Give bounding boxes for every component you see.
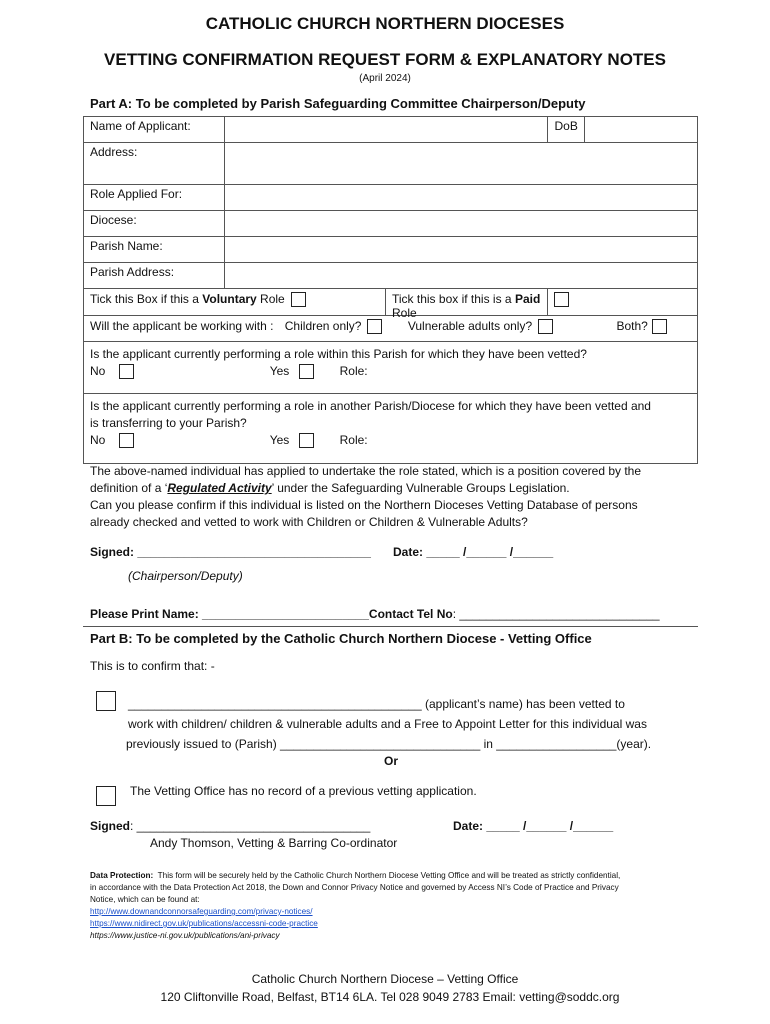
contact-tel-label: Contact Tel No	[368, 607, 453, 621]
vulnerable-only-label: Vulnerable adults only?	[407, 319, 533, 333]
date-line-a[interactable]: Date: _____ /______ /______	[393, 545, 554, 559]
voluntary-checkbox[interactable]	[291, 292, 306, 307]
statement-line-3: Can you please confirm if this individual is listed on the Northern Dioceses Vetting Database of persons	[90, 498, 638, 512]
date-line-b[interactable]: Date: _____ /______ /______	[453, 819, 614, 833]
name-field[interactable]	[225, 117, 548, 143]
ani-privacy-link[interactable]: https://www.justice-ni.gov.uk/publications/ani-privacy	[90, 931, 280, 940]
q2-no-checkbox[interactable]	[119, 433, 134, 448]
regulated-activity-term: Regulated Activity	[167, 481, 272, 495]
signatory-name: Andy Thomson, Vetting & Barring Co-ordinator	[150, 836, 398, 850]
option-2-checkbox[interactable]	[96, 786, 116, 806]
statement-paragraph	[90, 463, 710, 531]
footer-line-1: Catholic Church Northern Diocese – Vetting Office	[251, 972, 519, 986]
accessni-code-link[interactable]: https://www.nidirect.gov.uk/publications/accessni-code-practice	[90, 919, 318, 928]
statement-line-1: The above-named individual has applied to undertake the role stated, which is a position covered by the	[90, 464, 642, 478]
parish-name-field[interactable]	[225, 237, 698, 263]
footer-line-2: 120 Cliftonville Road, Belfast, BT14 6LA. Tel 028 9049 2783 Email: vetting@soddc.org	[160, 990, 620, 1004]
q1-no-label: No	[90, 364, 106, 378]
title-line-2: VETTING CONFIRMATION REQUEST FORM & EXPLANATORY NOTES	[104, 50, 666, 69]
question-2-line-2: is transferring to your Parish?	[90, 416, 247, 430]
part-a-table	[83, 116, 698, 464]
q1-yes-checkbox[interactable]	[299, 364, 314, 379]
question-1-text: Is the applicant currently performing a role within this Parish for which they have been vetted?	[90, 347, 587, 361]
voluntary-bold: Voluntary	[202, 292, 257, 306]
paid-text: Tick this box if this is a	[392, 292, 515, 306]
data-protection-line-1: This form will be securely held by the Catholic Church Northern Diocese Vetting Office and will be treated as strictly confidential,	[157, 871, 621, 880]
voluntary-post: Role	[256, 292, 285, 306]
title-line-1: CATHOLIC CHURCH NORTHERN DIOCESES	[205, 14, 565, 33]
contact-tel-line[interactable]: : ______________________________	[452, 607, 660, 621]
paid-post: Role	[392, 306, 417, 320]
statement-line-2-post: ’ under the Safeguarding Vulnerable Groups Legislation.	[271, 481, 570, 495]
q1-yes-label: Yes	[269, 364, 290, 378]
paid-checkbox[interactable]	[554, 292, 569, 307]
option-1-checkbox[interactable]	[96, 691, 116, 711]
diocese-field[interactable]	[225, 211, 698, 237]
role-field[interactable]	[225, 185, 698, 211]
option-1-line-1[interactable]: ____________________________________________ (applicant’s name) has been vetted to	[128, 697, 625, 711]
q1-role-label: Role:	[339, 364, 368, 378]
voluntary-text: Tick this Box if this a	[90, 292, 203, 306]
q2-no-label: No	[90, 433, 106, 447]
statement-line-4: already checked and vetted to work with Children or Children & Vulnerable Adults?	[90, 515, 528, 529]
parish-name-label: Parish Name:	[84, 237, 225, 263]
print-name-line[interactable]: Please Print Name: _________________________	[90, 607, 369, 621]
dob-label: DoB	[548, 117, 584, 143]
or-label: Or	[384, 754, 399, 768]
q1-no-checkbox[interactable]	[119, 364, 134, 379]
statement-line-2	[90, 480, 710, 497]
paid-bold: Paid	[514, 292, 541, 306]
both-checkbox[interactable]	[652, 319, 667, 334]
privacy-notices-link[interactable]: http://www.downandconnorsafeguarding.com/privacy-notices/	[90, 907, 313, 916]
dob-field[interactable]	[584, 117, 697, 143]
paid-cell	[386, 289, 547, 320]
part-b-heading: Part B: To be completed by the Catholic Church Northern Diocese - Vetting Office	[90, 631, 592, 646]
data-protection-line-2: in accordance with the Data Protection Act 2018, the Down and Connor Privacy Notice and governed by Access NI’s Code of Practice and Privacy	[90, 883, 619, 892]
print-name-contact-line[interactable]	[90, 607, 660, 621]
data-protection-label: Data Protection:	[90, 871, 154, 880]
form-date: (April 2024)	[359, 73, 411, 84]
option-1-text	[128, 694, 651, 754]
signed-b-label: Signed	[90, 819, 131, 833]
both-label: Both?	[616, 319, 648, 333]
signed-line-a[interactable]: Signed: ___________________________________	[90, 545, 371, 559]
data-protection-notice	[90, 870, 700, 942]
role-label: Role Applied For:	[84, 185, 225, 211]
data-protection-line-3: Notice, which can be found at:	[90, 895, 200, 904]
option-1-line-3[interactable]: previously issued to (Parish) ______________________________ in __________________(year).	[126, 737, 652, 751]
section-divider	[83, 626, 698, 627]
signed-line-b[interactable]	[90, 819, 370, 833]
working-with-label: Will the applicant be working with :	[90, 319, 274, 333]
option-2-text: The Vetting Office has no record of a previous vetting application.	[130, 784, 477, 798]
chairperson-label: (Chairperson/Deputy)	[128, 569, 243, 583]
parish-address-label: Parish Address:	[84, 263, 225, 289]
option-1-line-2: work with children/ children & vulnerable adults and a Free to Appoint Letter for this individual was	[128, 717, 647, 731]
parish-address-field[interactable]	[225, 263, 698, 289]
q2-role-label: Role:	[339, 433, 368, 447]
question-2-line-1: Is the applicant currently performing a role in another Parish/Diocese for which they have been vetted and	[90, 399, 651, 413]
diocese-label: Diocese:	[84, 211, 225, 237]
children-only-checkbox[interactable]	[367, 319, 382, 334]
children-only-label: Children only?	[284, 319, 362, 333]
voluntary-cell	[84, 289, 386, 315]
q2-yes-label: Yes	[269, 433, 290, 447]
address-field[interactable]	[225, 143, 698, 185]
statement-line-2-pre: definition of a ‘	[90, 481, 168, 495]
q2-yes-checkbox[interactable]	[299, 433, 314, 448]
part-a-heading: Part A: To be completed by Parish Safeguarding Committee Chairperson/Deputy	[90, 96, 586, 111]
signed-b-line[interactable]: : ___________________________________	[130, 819, 371, 833]
confirm-label: This is to confirm that: -	[90, 659, 215, 673]
vulnerable-only-checkbox[interactable]	[538, 319, 553, 334]
name-label: Name of Applicant:	[84, 117, 225, 143]
address-label: Address:	[84, 143, 225, 185]
